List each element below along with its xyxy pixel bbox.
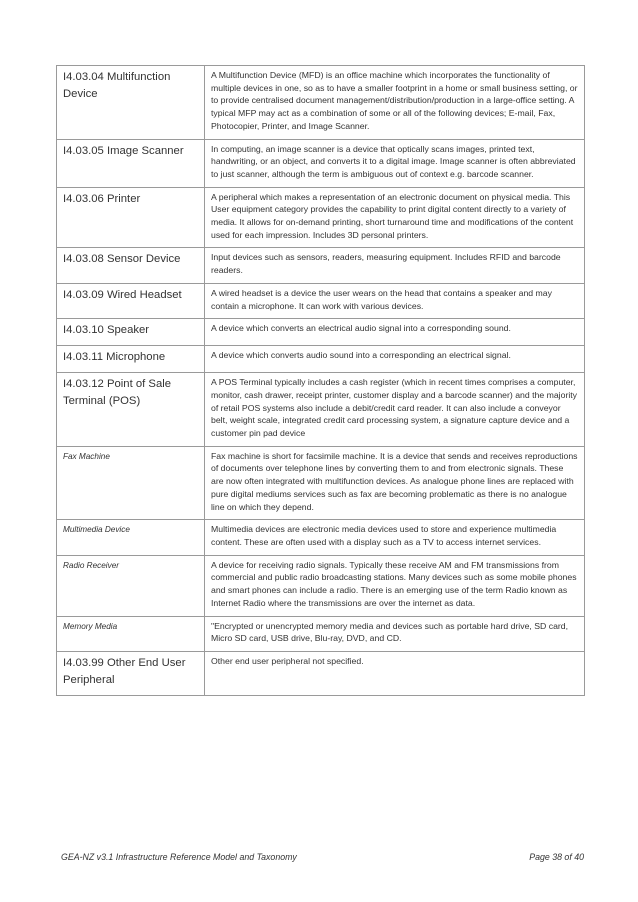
table-row (57, 248, 585, 283)
term-cell (57, 187, 205, 248)
table-row (57, 139, 585, 187)
description-cell (205, 66, 585, 140)
description-cell (205, 616, 585, 651)
page-footer (61, 852, 584, 862)
term-label: Fax Machine (63, 451, 110, 461)
table-row (57, 555, 585, 616)
table-row (57, 319, 585, 346)
term-label: I4.03.12 Point of Sale Terminal (POS) (63, 378, 172, 408)
term-label: I4.03.05 Image Scanner (63, 144, 184, 157)
table-row (57, 283, 585, 318)
table-row (57, 520, 585, 555)
term-cell (57, 446, 205, 520)
term-description: A Multifunction Device (MFD) is an office machine which incorporates the functionality of multiple devices in one, so as to have a smaller footprint in a home or small business setting, or to provide centralised document management/distribution/production in a large-office setting. A typical MFP may act as a combination of some or all of the following devices; E-mail, Fax, Photocopier, Printer, and Image Scanner. (211, 70, 578, 131)
term-description: A peripheral which makes a representation of an electronic document on physical media. This User equipment category provides the capability to print digital content directly to a variety of media. It allows for on-demand printing, short turnaround time and modifications of the content used for each impression. Includes 3D personal printers. (211, 191, 574, 240)
footer-document-title: GEA-NZ v3.1 Infrastructure Reference Model and Taxonomy (61, 852, 297, 862)
term-label: I4.03.09 Wired Headset (63, 288, 182, 301)
description-cell (205, 555, 585, 616)
term-description: A device which converts an electrical audio signal into a corresponding sound. (211, 323, 511, 334)
description-cell (205, 651, 585, 695)
term-cell (57, 373, 205, 447)
term-cell (57, 520, 205, 555)
description-cell (205, 319, 585, 346)
table-row (57, 651, 585, 695)
term-description: Other end user peripheral not specified. (211, 655, 364, 666)
term-description: A POS Terminal typically includes a cash register (which in recent times comprises a computer, monitor, cash drawer, receipt printer, customer display and a barcode scanner) and the majority of retail POS systems also include a debit/credit card reader. It can also include a conveyor belt, weight scale, integrated credit card processing system, a signature capture device and a customer pin pad device (211, 377, 578, 439)
description-cell (205, 283, 585, 318)
term-label: Radio Receiver (63, 560, 119, 570)
table-row (57, 66, 585, 140)
term-label: Multimedia Device (63, 525, 130, 535)
term-cell (57, 651, 205, 695)
term-label: I4.03.11 Microphone (63, 351, 166, 364)
table-row (57, 446, 585, 520)
term-description: Fax machine is short for facsimile machine. It is a device that sends and receives reproductions of documents over telephone lines by converting them to and from electronic signals. These are now often integrated with multifunction devices. As analogue phone lines are replaced with pure digital mediums services such as fax are becoming problematic as there is no analogue line on which they depend. (211, 450, 578, 512)
term-cell (57, 139, 205, 187)
term-description: A device for receiving radio signals. Typically these receive AM and FM transmissions from commercial and public radio broadcasting stations. Many devices such as some mobile phones and smart phones can include a radio. There is an emerging use of the term Radio known as Internet Radio where the transmissions are over the internet as data. (211, 559, 577, 608)
term-description: "Encrypted or unencrypted memory media and devices such as portable hard drive, SD card, Micro SD card, USB drive, Blu-ray, DVD, and CD. (211, 620, 569, 644)
description-cell (205, 248, 585, 283)
description-cell (205, 187, 585, 248)
term-label: I4.03.10 Speaker (63, 324, 150, 337)
term-label: I4.03.06 Printer (63, 192, 141, 205)
table-row (57, 187, 585, 248)
term-cell (57, 616, 205, 651)
description-cell (205, 373, 585, 447)
term-label: I4.03.99 Other End User Peripheral (63, 656, 186, 686)
term-label: I4.03.08 Sensor Device (63, 253, 181, 266)
term-cell (57, 319, 205, 346)
term-label: I4.03.04 Multifunction Device (63, 71, 171, 100)
footer-page-number: Page 38 of 40 (529, 852, 584, 862)
term-cell (57, 248, 205, 283)
term-description: A wired headset is a device the user wears on the head that contains a speaker and may contain a microphone. It can work with various devices. (211, 287, 552, 311)
table-row (57, 373, 585, 447)
term-description: In computing, an image scanner is a device that optically scans images, printed text, handwriting, or an object, and converts it to a digital image. Image scanner is often abbreviated to just scanner, although the term is ambiguous out of context e.g. barcode scanner. (211, 143, 576, 179)
term-description: Input devices such as sensors, readers, measuring equipment. Includes RFID and barcode readers. (211, 252, 561, 276)
term-cell (57, 555, 205, 616)
table-row (57, 346, 585, 373)
taxonomy-table (56, 65, 585, 696)
table-row (57, 616, 585, 651)
term-description: A device which converts audio sound into a corresponding an electrical signal. (211, 350, 511, 361)
term-cell (57, 66, 205, 140)
description-cell (205, 520, 585, 555)
term-cell (57, 283, 205, 318)
description-cell (205, 346, 585, 373)
description-cell (205, 446, 585, 520)
description-cell (205, 139, 585, 187)
term-cell (57, 346, 205, 373)
term-label: Memory Media (63, 621, 118, 631)
term-description: Multimedia devices are electronic media devices used to store and experience multimedia content. These are often used with a display such as a TV to access internet services. (211, 524, 557, 547)
